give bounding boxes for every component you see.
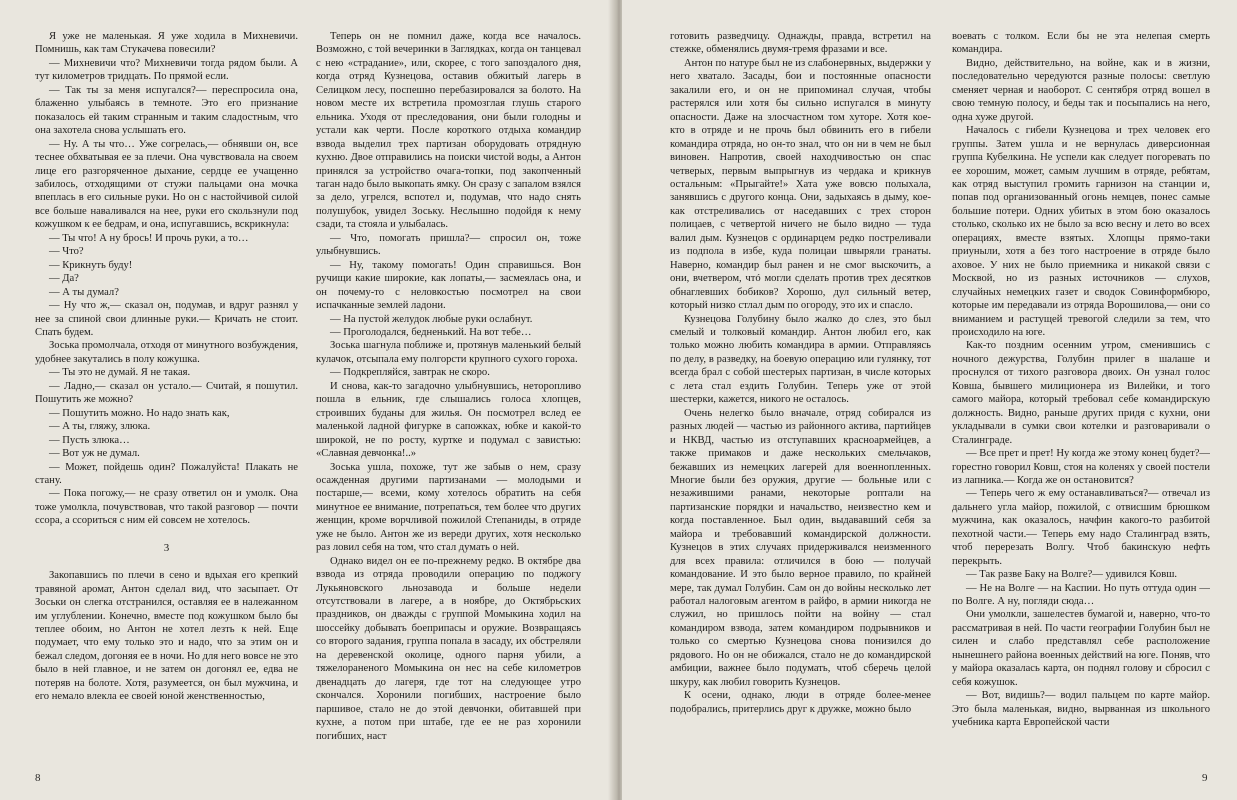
paragraph: готовить разведчицу. Однажды, правда, встретил на стежке, обменялись двумя-тремя фразами и все. bbox=[670, 31, 931, 56]
paragraph: Как-то поздним осенним утром, сменившись с ночного дежурства, Голубин прилег в шалаше и проснулся от тихого разговора двоих. Он узнал голос Ковша, бывшего милиционера из Вилейки, и того самого майора, который требовал себе командирскую должность. Видно, раньше других придя с кухни, они укладывали в сумки свои котелки и разговаривали о Сталинграде. bbox=[952, 340, 1210, 446]
paragraph: — Вот уж не думал. bbox=[49, 448, 140, 460]
left-col1-text bbox=[35, 30, 298, 528]
left-page-number: 8 bbox=[35, 772, 41, 784]
paragraph: — Что? bbox=[49, 246, 84, 258]
paragraph: — Так ты за меня испугался?— переспросила она, блаженно улыбаясь в темноте. Это его признание показалось ей таким странным и таким сладостным, что она захотела снова услышать его. bbox=[35, 84, 298, 137]
paragraph: — Не на Волге — на Каспии. Но путь оттуда один — по Волге. А ну, погляди сюда… bbox=[952, 582, 1210, 608]
paragraph: — Теперь чего ж ему останавливаться?— отвечал из дальнего угла майор, пожилой, с отвисшим брюшком мужчина, как оказалось, начфин какого-то разбитой пехотной части.— Теперь ему надо Сталинград взять, чтоб перерезать Волгу. Чтоб бакинскую нефть перекрыть. bbox=[952, 488, 1210, 567]
paragraph: Зоська промолчала, отходя от минутного возбуждения, удобнее закутались в полу кожушка. bbox=[35, 340, 298, 365]
paragraph: — Подкрепляйся, завтрак не скоро. bbox=[330, 367, 490, 379]
chapter-number: 3 bbox=[163, 541, 170, 554]
paragraph: Видно, действительно, на войне, как и в жизни, последовательно чередуются разные полосы: светлую сменяет черная и наоборот. С сентября отряд вошел в свою темную полосу, и беды так и посыпались на него, одна хуже другой. bbox=[952, 57, 1210, 123]
right-col2-text bbox=[952, 30, 1210, 730]
paragraph: — На пустой желудок любые руки ослабнут. bbox=[330, 313, 533, 325]
paragraph: Очень нелегко было вначале, отряд собирался из разных людей — частью из районного актива, партийцев и НКВД, частью из отступавших красноармейцев, а также примаков и даже нескольких смельчаков, бежавших из немецких лагерей для военнопленных. Многие были без оружия, другие — больные или с незажившими ранами, некоторые роптали на партизанские порядки и начальство, неизвестно кем и когда поставленное. Был один, выдававший себя за майора и требовавший командирской должности. Кузнецов в этих случаях придерживался неизменного для всех правила: отличился в бою — получай командование. И это было верное правило, по крайней мере, так думал Голубин. Сам он до войны несколько лет работал налоговым агентом в райфо, в армии никогда не служил, но пришлось пойти на войну — стал командиром взвода, затем командиром подрывников и только со смертью Кузнецова снова понизился до рядового. Но он не обижался, стало не до командирской амбиции, важнее было подумать, чтоб сберечь целой шкуру, как любил говорить Кузнецов. bbox=[670, 407, 931, 688]
paragraph: И снова, как-то загадочно улыбнувшись, неторопливо пошла в ельник, где слышались голоса хлопцев, строивших буданы для жилья. Он посмотрел вслед ее маленькой ладной фигурке в сапожках, юбке и какой-то широкой, не по росту, куртке и подумал с завистью: «Славная девчонка!..» bbox=[316, 380, 581, 460]
paragraph: — А ты, гляжу, злюка. bbox=[49, 421, 151, 433]
paragraph: — Проголодался, бедненький. На вот тебе… bbox=[330, 326, 532, 338]
right-page-column-2 bbox=[952, 30, 1210, 770]
paragraph: — Ладно,— сказал он устало.— Считай, я пошутил. Пошутить же можно? bbox=[35, 380, 298, 406]
left-page bbox=[0, 0, 614, 800]
paragraph: — А ты думал? bbox=[49, 286, 119, 298]
left-col2-text bbox=[316, 30, 581, 743]
paragraph: — Михневичи что? Михневичи тогда рядом были. А тут километров тридцать. По прямой если. bbox=[35, 57, 298, 83]
paragraph: — Ты это не думай. Я не такая. bbox=[49, 367, 191, 379]
paragraph: Они умолкли, зашелестев бумагой и, наверно, что-то рассматривая в ней. По части географии Голубин был не силен и слабо представлял себе расположение нынешнего района военных действий на юге. Поняв, что у майора оказалась карта, он поднял голову и сбросил с себя кожушок. bbox=[952, 609, 1210, 688]
right-col1-text bbox=[670, 30, 931, 716]
left-page-column-2 bbox=[316, 30, 581, 770]
right-page bbox=[622, 0, 1237, 800]
paragraph: — Пошутить можно. Но надо знать как, bbox=[49, 407, 230, 419]
paragraph: — Все прет и прет! Ну когда же этому конец будет?— горестно говорил Ковш, стоя на коленях у своей постели из лапника.— Когда же он остановится? bbox=[952, 448, 1210, 486]
paragraph: — Вот, видишь?— водил пальцем по карте майор. Это была маленькая, видно, вырванная из школьного учебника карта Европейской части bbox=[952, 690, 1210, 729]
paragraph: Зоська ушла, похоже, тут же забыв о нем, сразу осажденная другими партизанами — молодыми и постарше,— всеми, кому хотелось обратить на себя минутное ее внимание, потрепаться, тем более что других женщин, кроме ворчливой пожилой Степаниды, в отряде уже не было. Антон же из вереди других, хотя несколько раз ловил себя на том, что стал думать о ней. bbox=[316, 461, 581, 554]
paragraph: — Пусть злюка… bbox=[49, 434, 130, 446]
paragraph: — Так разве Баку на Волге?— удивился Ковш. bbox=[966, 569, 1178, 581]
paragraph: Началось с гибели Кузнецова и трех человек его группы. Затем ушла и не вернулась диверсионная группа Кубелкина. Не успели как следует погоревать по ее хорошим, может, самым лучшим в отряде, ребятам, как отряд выступил громить гарнизон на станции и, попав под организованный огонь немцев, понес самые большие потери. Одних убитых в этом бою оказалось столько, сколько их не было за всю весну и лето во всех операциях, вместе взятых. Хлопцы прямо-таки приуныли, хотя а без того настроение в отряде было аховое. У них не было приемника и никакой связи с Москвой, но из разных источников — слухов, случайных немецких газет и сводок Совинформбюро, которые им передавали из отряда Ворошилова,— они со вниманием и растущей тревогой следили за тем, что происходило на юге. bbox=[952, 125, 1210, 338]
left-page-column-1 bbox=[35, 30, 298, 770]
right-page-column-1 bbox=[670, 30, 931, 770]
paragraph: Закопавшись по плечи в сено и вдыхая его крепкий травяной аромат, Антон сделал вид, что засыпает. От Зоськи он слегка отстранился, оставляя ее в належанном им углублении. Конечно, вместе под кожушком было бы теплее обоим, но Антон не хотел лезть к ней. Еще подумает, что ему только это и надо, что за этим он и бежал следом, догоняя ее в ночи. Но для него вовсе не это было в ней главное, и не затем он догонял ее, едва не потеряв на болоте. Хотя, разумеется, он был мужчина, и его немало влекла ее своей юной женственностью, bbox=[35, 570, 298, 703]
paragraph: — Ну, такому помогать! Один справишься. Вон ручищи какие широкие, как лопаты,— засмеялась она, и он почему-то с неловкостью посмотрел на свои испачканные землей ладони. bbox=[316, 259, 581, 312]
paragraph: — Крикнуть буду! bbox=[49, 259, 133, 271]
paragraph: — Да? bbox=[49, 273, 79, 285]
paragraph: Зоська шагнула поближе и, протянув маленький белый кулачок, отсыпала ему полгорсти крупного сухого гороха. bbox=[316, 340, 581, 365]
paragraph: — Пока погожу,— не сразу ответил он и умолк. Она тоже умолкла, почувствовав, что такой разговор — почти ссора, а ссориться с ним ей совсем не хотелось. bbox=[35, 488, 298, 527]
paragraph: Кузнецова Голубину было жалко до слез, это был смелый и толковый командир. Антон любил его, как только можно любить командира в армии. Отправляясь по делу, в разведку, на боевую операцию или гулянку, тот всегда брал с собой шестерых партизан, в числе которых с лета стал ездить Голубин. Теперь уже от этой шестерки, кажется, никого не осталось. bbox=[670, 313, 931, 406]
paragraph: Теперь он не помнил даже, когда все началось. Возможно, с той вечеринки в Заглядках, когда он танцевал с нею «страдание», или, скорее, с того запоздалого дня, когда отряд Кузнецова, оставив обжитый лагерь в Селицком лесу, поспешно перебазировался за болото. На новом месте их встретила промозглая глушь старого ельника. Уходя от преследования, они были голодны и устали как черти. После короткого отдыха командир взвода выделил трех партизан оборудовать отрядную кухню. Двое отправились на поиски чистой воды, а Антон принялся за устройство очага-топки, под закопченный таган надо было выкопать ямку. Он сразу с запалом взялся за дело, угрелся, вспотел и, подумав, что надо снять полушубок, увидел Зоську. Неслышно подойдя к нему сзади, та стояла и улыбалась. bbox=[316, 31, 581, 231]
paragraph: Однако видел он ее по-прежнему редко. В октябре два взвода из отряда проводили операцию по поджогу Лукьяновского льнозавода и больше недели отсутствовали в лагере, а в ноябре, до Октябрьских праздников, он дважды с группой Момыкина ходил на шоссейку добывать боеприпасы и оружие. Возвращаясь со второго задания, группа попала в засаду, их обстреляли на деревенской околице, одного парня убили, а тяжелораненого Момыкина он нес на себе километров двенадцать до лагеря, где тот на следующее утро скончался. Хоронили погибших, настроение было паршивое, стало не до этой девчонки, обитавшей при кухне, а потом при штабе, где ее не раз хоронили погибших, наст bbox=[316, 555, 581, 742]
paragraph: — Ну что ж,— сказал он, подумав, и вдруг разнял у нее за спиной свои длинные руки.— Кричать не стоит. Спать будем. bbox=[35, 300, 298, 338]
paragraph: — Что, помогать пришла?— спросил он, тоже улыбнувшись. bbox=[316, 232, 581, 258]
paragraph: — Может, пойдешь один? Пожалуйста! Плакать не стану. bbox=[35, 461, 298, 486]
paragraph: — Ты что! А ну брось! И прочь руки, а то… bbox=[49, 232, 249, 244]
paragraph: — Ну. А ты что… Уже согрелась,— обнявши он, все теснее обхватывая ее за плечи. Она чувствовала на своем лице его разгоряченное дыхание, сердце ее учащенно забилось, отходящими от стужи пальцами она мочка впеплась в его сильные руки. Но он с настойчивой силой все больше наваливался на нее, руки его скользнули под кожушком к ее бедрам, и она, испугавшись, вскрикнула: bbox=[35, 138, 298, 231]
paragraph: Антон по натуре был не из слабонервных, выдержки у него хватало. Засады, бои и постоянные опасности закалили его, и он не припоминал случая, чтобы растерялся или хотя бы сильно испугался в минуту опасности. Даже на злосчастном том хуторе. Хотя кое-кто в отряде и не прочь был обвинить его в гибели командира отряда, но он-то знал, что он ни в чем не был виновен. Напротив, своей находчивостью он спас четверых, первым выпрыгнув из чердака и крикнув остальным: «Прыгайте!» Хата уже вовсю полыхала, занявшись с другого конца. Они, задыхаясь в дыму, кое-как отстреливались от наседавших с трех сторон полицаев, с четвертой ничего не было видно — туда валил дым. Кузнецов с ординарцем редко постреливали из подпола в избе, куда полицаи швыряли гранаты. Наверно, командир был ранен и не смог выскочить, а они, вчетвером, чтó могли сделать против трех десятков обнаглевших бобиков? Хорошо, дул сильный ветер, который низко стлал дым по огороду, это их и спасло. bbox=[670, 57, 931, 312]
right-page-number: 9 bbox=[1202, 772, 1208, 784]
paragraph: К осени, однако, люди в отряде более-менее подобрались, притерлись друг к дружке, можно было bbox=[670, 690, 931, 715]
paragraph: Я уже не маленькая. Я уже ходила в Михневичи. Помнишь, как там Стукачева повесили? bbox=[35, 31, 298, 56]
left-col1-after-text bbox=[35, 569, 298, 704]
paragraph: воевать с толком. Если бы не эта нелепая смерть командира. bbox=[952, 31, 1210, 56]
